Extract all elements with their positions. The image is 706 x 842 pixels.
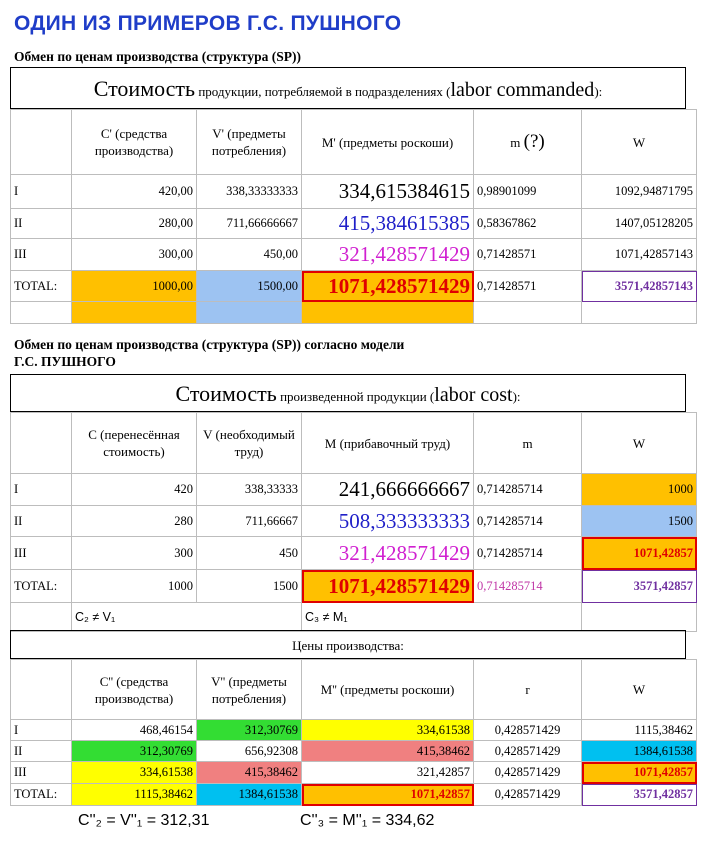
cell-c: 1115,38462 <box>72 784 197 806</box>
cell-r: 0,428571429 <box>474 720 582 741</box>
row-label: I <box>11 175 72 209</box>
orange-filler <box>302 302 474 324</box>
cell-v: 1500 <box>197 570 302 603</box>
cell-v: 711,66666667 <box>197 209 302 239</box>
cell-v: 312,30769 <box>197 720 302 741</box>
cell-w: 1071,42857 <box>582 537 697 570</box>
table-header-row <box>11 110 697 175</box>
cell-v: 415,38462 <box>197 762 302 784</box>
cell-m: 334,61538 <box>302 720 474 741</box>
cell-w: 3571,42857 <box>582 784 697 806</box>
cell-v: 450 <box>197 537 302 570</box>
cell-c: 300,00 <box>72 239 197 271</box>
cell-w: 3571,42857 <box>582 570 697 603</box>
section1-header-end: ): <box>594 84 603 99</box>
col-header-c: C (перенесённая стоимость) <box>72 413 197 474</box>
cell-w: 1407,05128205 <box>582 209 697 239</box>
cell-mm: 0,98901099 <box>474 175 582 209</box>
cell-r: 0,428571429 <box>474 741 582 762</box>
cell-v: 1500,00 <box>197 271 302 302</box>
section1-subtitle: Обмен по ценам производства (структура (SP)) <box>14 49 301 64</box>
section1-header-big: Стоимость <box>93 76 196 101</box>
inequality-row <box>11 603 697 632</box>
cell-c: 280,00 <box>72 209 197 239</box>
row-label: I <box>11 720 72 741</box>
cell-c: 420,00 <box>72 175 197 209</box>
cell-m: 321,428571429 <box>302 239 474 271</box>
section3-table <box>10 659 697 806</box>
cell-m: 1071,428571429 <box>302 570 474 603</box>
col-header-v: V (необходимый труд) <box>197 413 302 474</box>
section1-header <box>10 67 686 109</box>
cell-v: 338,33333333 <box>197 175 302 209</box>
table-total-row <box>11 784 697 806</box>
table-header-row <box>11 660 697 720</box>
col-header-m: M (прибавочный труд) <box>302 413 474 474</box>
cell-v: 711,66667 <box>197 506 302 537</box>
section1-header-en: labor commanded <box>450 79 595 101</box>
cell-w: 1092,94871795 <box>582 175 697 209</box>
col-header-c: C' (средства производства) <box>72 110 197 175</box>
cell-w: 1071,42857143 <box>582 239 697 271</box>
section2-header-big: Стоимость <box>175 381 277 406</box>
section2-header-small: произведенной продукции ( <box>276 389 435 404</box>
cell-mm: 0,714285714 <box>474 570 582 603</box>
col-header-w: W <box>582 110 697 175</box>
cell-mm: 0,714285714 <box>474 474 582 506</box>
section3-header: Цены производства: <box>10 630 686 659</box>
table-row <box>11 537 697 570</box>
row-label: TOTAL: <box>11 784 72 806</box>
cell-mm: 0,714285714 <box>474 506 582 537</box>
blue-filler <box>197 302 302 324</box>
col-header-r: r <box>474 660 582 720</box>
cell-c: 280 <box>72 506 197 537</box>
section1-table <box>10 109 697 324</box>
cell-c: 1000,00 <box>72 271 197 302</box>
cell-r: 0,428571429 <box>474 784 582 806</box>
section2-subtitle-line2: Г.С. ПУШНОГО <box>14 354 116 369</box>
inequality-c3-m1: C₃ ≠ M₁ <box>302 603 474 632</box>
section2-header-end: ): <box>512 389 521 404</box>
section2-subtitle <box>14 336 404 370</box>
table-row <box>11 239 697 271</box>
cell-w: 1115,38462 <box>582 720 697 741</box>
table-total-row <box>11 271 697 302</box>
cell-w: 1071,42857 <box>582 762 697 784</box>
table-total-row <box>11 570 697 603</box>
table-row <box>11 720 697 741</box>
cell-v: 656,92308 <box>197 741 302 762</box>
cell-m: 415,384615385 <box>302 209 474 239</box>
cell-m: 334,615384615 <box>302 175 474 209</box>
section2-table <box>10 412 697 632</box>
cell-w: 1384,61538 <box>582 741 697 762</box>
cell-m: 321,428571429 <box>302 537 474 570</box>
row-label: TOTAL: <box>11 271 72 302</box>
table-row <box>11 506 697 537</box>
cell-m: 415,38462 <box>302 741 474 762</box>
row-label: III <box>11 762 72 784</box>
table-row <box>11 762 697 784</box>
page-title: ОДИН ИЗ ПРИМЕРОВ Г.С. ПУШНОГО <box>14 12 402 35</box>
cell-m: 508,333333333 <box>302 506 474 537</box>
cell-m: 241,666666667 <box>302 474 474 506</box>
equation-c2-v1: C''₂ = V''₁ = 312,31 <box>78 812 210 829</box>
row-label: II <box>11 209 72 239</box>
row-label: TOTAL: <box>11 570 72 603</box>
cell-w: 1000 <box>582 474 697 506</box>
section2-header <box>10 374 686 412</box>
question-mark: (?) <box>523 131 545 152</box>
row-label: II <box>11 506 72 537</box>
col-header-v: V'' (предметы потребления) <box>197 660 302 720</box>
equation-c3-m1: C''₃ = M''₁ = 334,62 <box>300 812 435 829</box>
section2-header-en: labor cost <box>434 384 513 406</box>
row-label: I <box>11 474 72 506</box>
col-header-c: C'' (средства производства) <box>72 660 197 720</box>
table-row <box>11 474 697 506</box>
cell-c: 300 <box>72 537 197 570</box>
table-header-row <box>11 413 697 474</box>
cell-m: 1071,42857 <box>302 784 474 806</box>
cell-m: 321,42857 <box>302 762 474 784</box>
table-row <box>11 741 697 762</box>
col-header-mm: m <box>474 413 582 474</box>
cell-mm: 0,71428571 <box>474 271 582 302</box>
cell-c: 468,46154 <box>72 720 197 741</box>
col-header-m: M' (предметы роскоши) <box>302 110 474 175</box>
col-header-v: V' (предметы потребления) <box>197 110 302 175</box>
table-row <box>11 175 697 209</box>
section2-subtitle-line1: Обмен по ценам производства (структура (SP)) согласно модели <box>14 337 405 352</box>
section1-header-small: продукции, потребляемой в подразделениях ( <box>195 84 451 99</box>
cell-r: 0,428571429 <box>474 762 582 784</box>
cell-c: 312,30769 <box>72 741 197 762</box>
cell-v: 338,33333 <box>197 474 302 506</box>
row-label: III <box>11 239 72 271</box>
orange-filler <box>72 302 197 324</box>
cell-w: 3571,42857143 <box>582 271 697 302</box>
cell-c: 1000 <box>72 570 197 603</box>
col-header-mm: m (?) <box>474 110 582 175</box>
cell-v: 450,00 <box>197 239 302 271</box>
cell-m: 1071,428571429 <box>302 271 474 302</box>
table-filler-row <box>11 302 697 324</box>
cell-mm: 0,714285714 <box>474 537 582 570</box>
col-header-m: M'' (предметы роскоши) <box>302 660 474 720</box>
table-row <box>11 209 697 239</box>
col-header-w: W <box>582 660 697 720</box>
row-label: II <box>11 741 72 762</box>
cell-c: 334,61538 <box>72 762 197 784</box>
col-header-w: W <box>582 413 697 474</box>
row-label: III <box>11 537 72 570</box>
cell-mm: 0,58367862 <box>474 209 582 239</box>
cell-c: 420 <box>72 474 197 506</box>
cell-w: 1500 <box>582 506 697 537</box>
cell-v: 1384,61538 <box>197 784 302 806</box>
inequality-c2-v1: C₂ ≠ V₁ <box>72 603 197 632</box>
cell-mm: 0,71428571 <box>474 239 582 271</box>
